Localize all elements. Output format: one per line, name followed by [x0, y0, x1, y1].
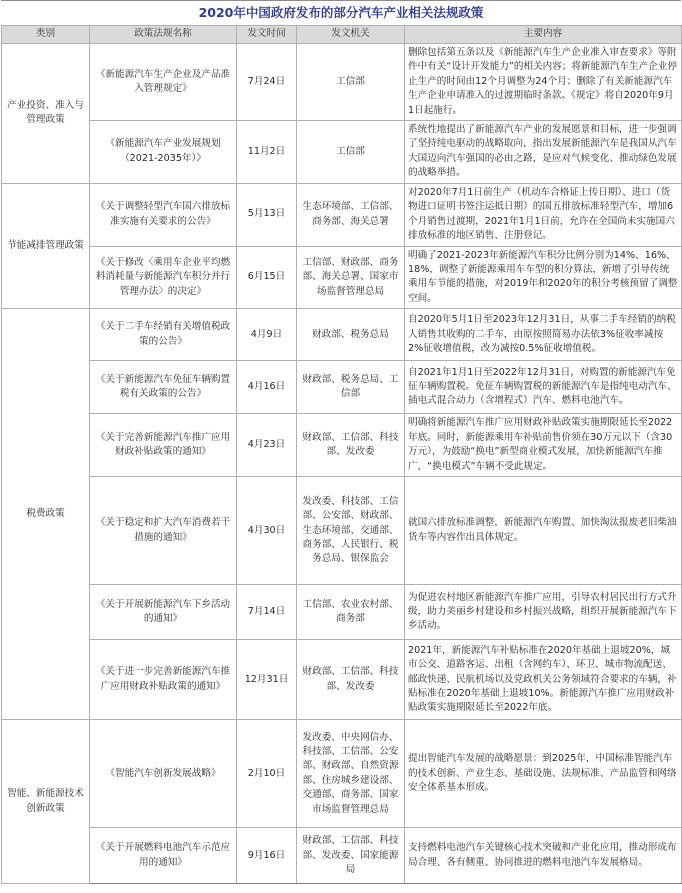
- table-row: [2, 720, 682, 828]
- issuer-cell: 发改委、中央网信办、科技部、工信部、公安部、财政部、自然资源部、住房城乡建设部、交通部、商务部、国家市场监督管理总局: [297, 720, 405, 828]
- policy-table-frame: [1, 0, 681, 884]
- date-cell: 5月13日: [237, 183, 297, 246]
- table-row: [2, 477, 682, 585]
- header-issuer: 发文机关: [297, 26, 405, 44]
- issuer-cell: 财政部、工信部、科技部、发改委: [297, 640, 405, 720]
- table-row: [2, 121, 682, 184]
- header-content: 主要内容: [405, 26, 682, 44]
- policy-name-cell: 《新能源汽车生产企业及产品准入管理规定》: [90, 44, 237, 121]
- table-row: [2, 361, 682, 414]
- policy-name-cell: 《关于开展燃料电池汽车示范应用的通知》: [90, 828, 237, 884]
- date-cell: 11月2日: [237, 121, 297, 184]
- table-row: [2, 246, 682, 309]
- content-cell: 为促进农村地区新能源汽车推广应用，引导农村居民出行方式升级，助力美丽乡村建设和乡村振兴战略，组织开展新能源汽车下乡活动。: [405, 585, 682, 640]
- content-cell: 明确将新能源汽车推广应用财政补贴政策实施期限延长至2022年底。同时，新能源乘用车补贴前售价须在30万元以下（含30万元），为鼓励“换电”新型商业模式发展，加快新能源汽车推广，“换电模式”车辆不受此规定。: [405, 414, 682, 477]
- policy-name-cell: 《关于新能源汽车免征车辆购置税有关政策的公告》: [90, 361, 237, 414]
- issuer-cell: 财政部、税务总局、工信部: [297, 361, 405, 414]
- table-row: [2, 828, 682, 884]
- date-cell: 4月30日: [237, 477, 297, 585]
- content-cell: 提出智能汽车发展的战略愿景：到2025年，中国标准智能汽车的技术创新、产业生态、基础设施、法规标准、产品监管和网络安全体系基本形成。: [405, 720, 682, 828]
- policy-name-cell: 《关于进一步完善新能源汽车推广应用财政补贴政策的通知》: [90, 640, 237, 720]
- policy-name-cell: 《关于调整轻型汽车国六排放标准实施有关要求的公告》: [90, 183, 237, 246]
- header-date: 发文时间: [237, 26, 297, 44]
- content-cell: 自2021年1月1日至2022年12月31日，对购置的新能源汽车免征车辆购置税。免征车辆购置税的新能源汽车是指纯电动汽车、插电式混合动力（含增程式）汽车、燃料电池汽车。: [405, 361, 682, 414]
- policy-name-cell: 《关于二手车经销有关增值税政策的公告》: [90, 309, 237, 361]
- policy-name-cell: 《关于修改〈乘用车企业平均燃料消耗量与新能源汽车积分并行管理办法〉的决定》: [90, 246, 237, 309]
- issuer-cell: 财政部、工信部、科技部、发改委、国家能源局: [297, 828, 405, 884]
- issuer-cell: 发改委、科技部、工信部、公安部、财政部、生态环境部、交通部、商务部、人民银行、税务总局、银保监会: [297, 477, 405, 585]
- issuer-cell: 工信部: [297, 44, 405, 121]
- policy-table: [1, 25, 682, 884]
- date-cell: 2月10日: [237, 720, 297, 828]
- table-row: [2, 183, 682, 246]
- date-cell: 9月16日: [237, 828, 297, 884]
- content-cell: 删除包括第五条以及《新能源汽车生产企业准入审查要求》等附件中有关“设计开发能力”的相关内容；将新能源汽车生产企业停止生产的时间由12个月调整为24个月；删除了有关新能源汽车生产企业申请准入的过渡期临时条款。《规定》将自2020年9月1日起施行。: [405, 44, 682, 121]
- issuer-cell: 工信部、农业农村部、商务部: [297, 585, 405, 640]
- date-cell: 7月14日: [237, 585, 297, 640]
- table-title: 2020年中国政府发布的部分汽车产业相关法规政策: [1, 0, 681, 25]
- header-category: 类别: [2, 26, 90, 44]
- policy-name-cell: 《关于稳定和扩大汽车消费若干措施的通知》: [90, 477, 237, 585]
- category-cell: 智能、新能源技术创新政策: [2, 720, 90, 884]
- table-row: [2, 44, 682, 121]
- issuer-cell: 工信部、财政部、商务部、海关总署、国家市场监督管理总局: [297, 246, 405, 309]
- content-cell: 对2020年7月1日前生产（机动车合格证上传日期）、进口（货物进口证明书签注运抵日期）的国五排放标准轻型汽车，增加6个月销售过渡期，2021年1月1日前，允许在全国尚未实施国六排放标准的地区销售、注册登记。: [405, 183, 682, 246]
- issuer-cell: 财政部、税务总局: [297, 309, 405, 361]
- policy-name-cell: 《关于开展新能源汽车下乡活动的通知》: [90, 585, 237, 640]
- issuer-cell: 工信部: [297, 121, 405, 184]
- date-cell: 7月24日: [237, 44, 297, 121]
- table-row: [2, 414, 682, 477]
- category-cell: 税费政策: [2, 309, 90, 720]
- date-cell: 6月15日: [237, 246, 297, 309]
- date-cell: 4月16日: [237, 361, 297, 414]
- table-row: [2, 640, 682, 720]
- header-row: [2, 26, 682, 44]
- policy-name-cell: 《智能汽车创新发展战略》: [90, 720, 237, 828]
- content-cell: 系统性地提出了新能源汽车产业的发展愿景和目标，进一步强调了坚持纯电驱动的战略取向，指出发展新能源汽车是我国从汽车大国迈向汽车强国的必由之路，是应对气候变化、推动绿色发展的战略举措。: [405, 121, 682, 184]
- header-policy-name: 政策法规名称: [90, 26, 237, 44]
- date-cell: 4月9日: [237, 309, 297, 361]
- issuer-cell: 生态环境部、工信部、商务部、海关总署: [297, 183, 405, 246]
- issuer-cell: 财政部、工信部、科技部、发改委: [297, 414, 405, 477]
- content-cell: 支持燃料电池汽车关键核心技术突破和产业化应用，推动形成布局合理、各有侧重、协同推进的燃料电池汽车发展格局。: [405, 828, 682, 884]
- category-cell: 节能减排管理政策: [2, 183, 90, 309]
- date-cell: 12月31日: [237, 640, 297, 720]
- table-row: [2, 309, 682, 361]
- content-cell: 自2020年5月1日至2023年12月31日，从事二手车经销的纳税人销售其收购的二手车，由原按照简易办法依3%征收率减按2%征收增值税，改为减按0.5%征收增值税。: [405, 309, 682, 361]
- policy-name-cell: 《关于完善新能源汽车推广应用财政补贴政策的通知》: [90, 414, 237, 477]
- content-cell: 就国六排放标准调整，新能源汽车购置、加快淘汰报废老旧柴油货车等内容作出具体规定。: [405, 477, 682, 585]
- content-cell: 2021年，新能源汽车补贴标准在2020年基础上退坡20%，城市公交、道路客运、出租（含网约车）、环卫、城市物流配送、邮政快递、民航机场以及党政机关公务领域符合要求的车辆，补贴标准在2020年基础上退坡10%。新能源汽车推广应用财政补贴政策实施期限延长至2022年底。: [405, 640, 682, 720]
- category-cell: 产业投资、准入与管理政策: [2, 44, 90, 184]
- date-cell: 4月23日: [237, 414, 297, 477]
- table-row: [2, 585, 682, 640]
- policy-name-cell: 《新能源汽车产业发展规划（2021-2035年）》: [90, 121, 237, 184]
- content-cell: 明确了2021-2023年新能源汽车积分比例分别为14%、16%、18%，调整了新能源乘用车车型的积分算法，新增了引导传统乘用车节能的措施，对2019年和2020年的积分考核预留了调整空间。: [405, 246, 682, 309]
